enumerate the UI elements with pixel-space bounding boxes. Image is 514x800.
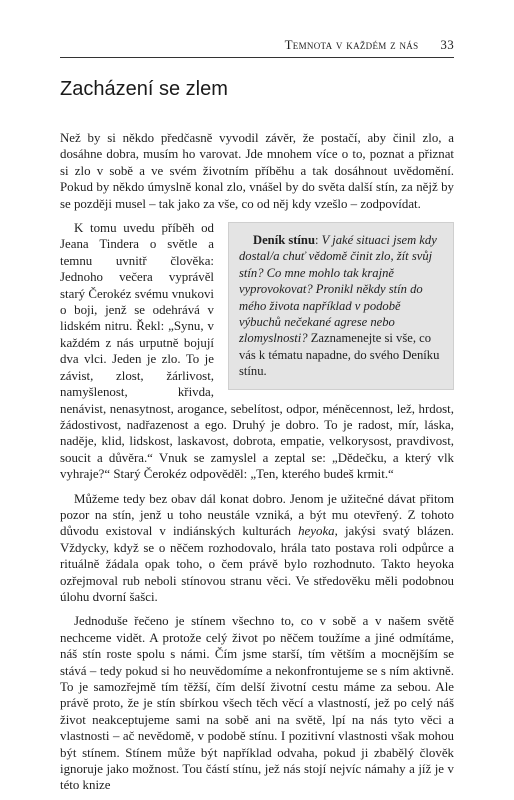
box-instruction: Zaznamenejte si vše, co vás k tématu napadne, do svého Deníku stínu.	[239, 331, 440, 379]
paragraph-3-end: , jakýsi svatý blázen. Vždycky, když se o něčem rozhodovalo, hrála tato postava roli odpůrce a rituálně žádala opak toho, o čem právě bylo rozhodnuto. Takto heyoka ozřejmoval rub neboli stínovou stranu věci. Ve středověku měli podobnou úlohu dvorní šašci.	[60, 524, 454, 604]
body-text	[60, 130, 454, 794]
paragraph-1: Než by si někdo předčasně vyvodil závěr, že postačí, aby činil zlo, a dosáhne dobra, musím ho varovat. Jde mnohem více o to, poznat a přiznat si zlo v sobě a ve svém životním příběhu a tak dosáhnout uvědomění. Pokud by někdo úmyslně konal zlo, vnášel by do světa další stín, za nějž by se později musel – tak jako za vše, co od něj kdy vzešlo – zodpovídat.	[60, 131, 454, 211]
paragraph-3-heyoka: heyoka	[298, 524, 335, 539]
page-number: 33	[440, 37, 454, 52]
header-rule	[60, 57, 454, 58]
box-colon: :	[314, 233, 322, 248]
section-title: Zacházení se zlem	[60, 78, 228, 100]
shadow-journal-box	[228, 222, 454, 390]
paragraph-2-text: K tomu uvedu příběh od Jeana Tindera o světle a temnu uvnitř člověka: Jednoho večera vyprávěl starý Čerokéz svému vnukovi o boji, jenž se odehrává v lidském nitru. Řekl: „Synu, v každém z nás urputně bojují dva vlci. Jeden je zlo. To je závist, zlost, žárlivost, namyšlenost, křivda, nenávist, nenasytnost, arogance, sebelítost, odpor, méněcennost, lež, hrdost, žádostivost, nadřazenost a ego. Druhý je dobro. To je radost, mír, láska, naděje, klid, lidskost, laskavost, dobrota, empatie, velkorysost, pravdivost, soucit a důvěra.“ Vnuk se zamyslel a zeptal se: „Dědečku, a který vlk vyhraje?“ Starý Čerokéz odpověděl: „Ten, kterého budeš krmit.“	[60, 221, 454, 482]
chapter-title: Temnota v každém z nás	[284, 37, 419, 52]
running-head	[60, 37, 454, 53]
box-question: V jaké situaci jsem kdy dostal/a chuť vědomě činit zlo, žít svůj stín? Co mne mohlo tak krajně vyprovokovat? Pronikl někdy stín do mého života například v podobě výbuchů nečekané agrese nebo zlomyslnosti?	[239, 233, 437, 346]
paragraph-3	[60, 491, 454, 606]
box-label: Deník stínu	[253, 233, 315, 248]
paragraph-3-start: Můžeme tedy bez obav dál konat dobro. Jenom je užitečné dávat přitom pozor na stín, jenž u toho neustále vzniká, a být mu otevřený. Z tohoto důvodu existoval v indiánských kulturách	[60, 491, 454, 539]
paragraph-4: Jednoduše řečeno je stínem všechno to, co v sobě a v našem světě nechceme vidět. A protože celý život po něčem toužíme a jiné odmítáme, náš stín roste spolu s námi. Čím jsme starší, tím větším a mocnějším se stává – tedy pokud si ho neuvědomíme a nekonfrontujeme se s ním aktivně. To je samozřejmě tím těžší, čím delší životní cestu máme za sebou. Ale právě proto, že je stín sbírkou všech těch věcí a vlastností, jež po celý náš život neakceptujeme sami na sobě ani na světě, lpí na nás tyto věci a vlastnosti – ač nevědomě, v podobě stínu. I pozitivní vlastnosti však mohou být stínem. Stínem může být například odvaha, pokud ji zbabělý člověk ignoruje jako možnost. Tou částí stínu, jež nás stojí nejvíc námahy a jíž je v této knize	[60, 614, 454, 793]
paragraph-2	[60, 220, 454, 483]
